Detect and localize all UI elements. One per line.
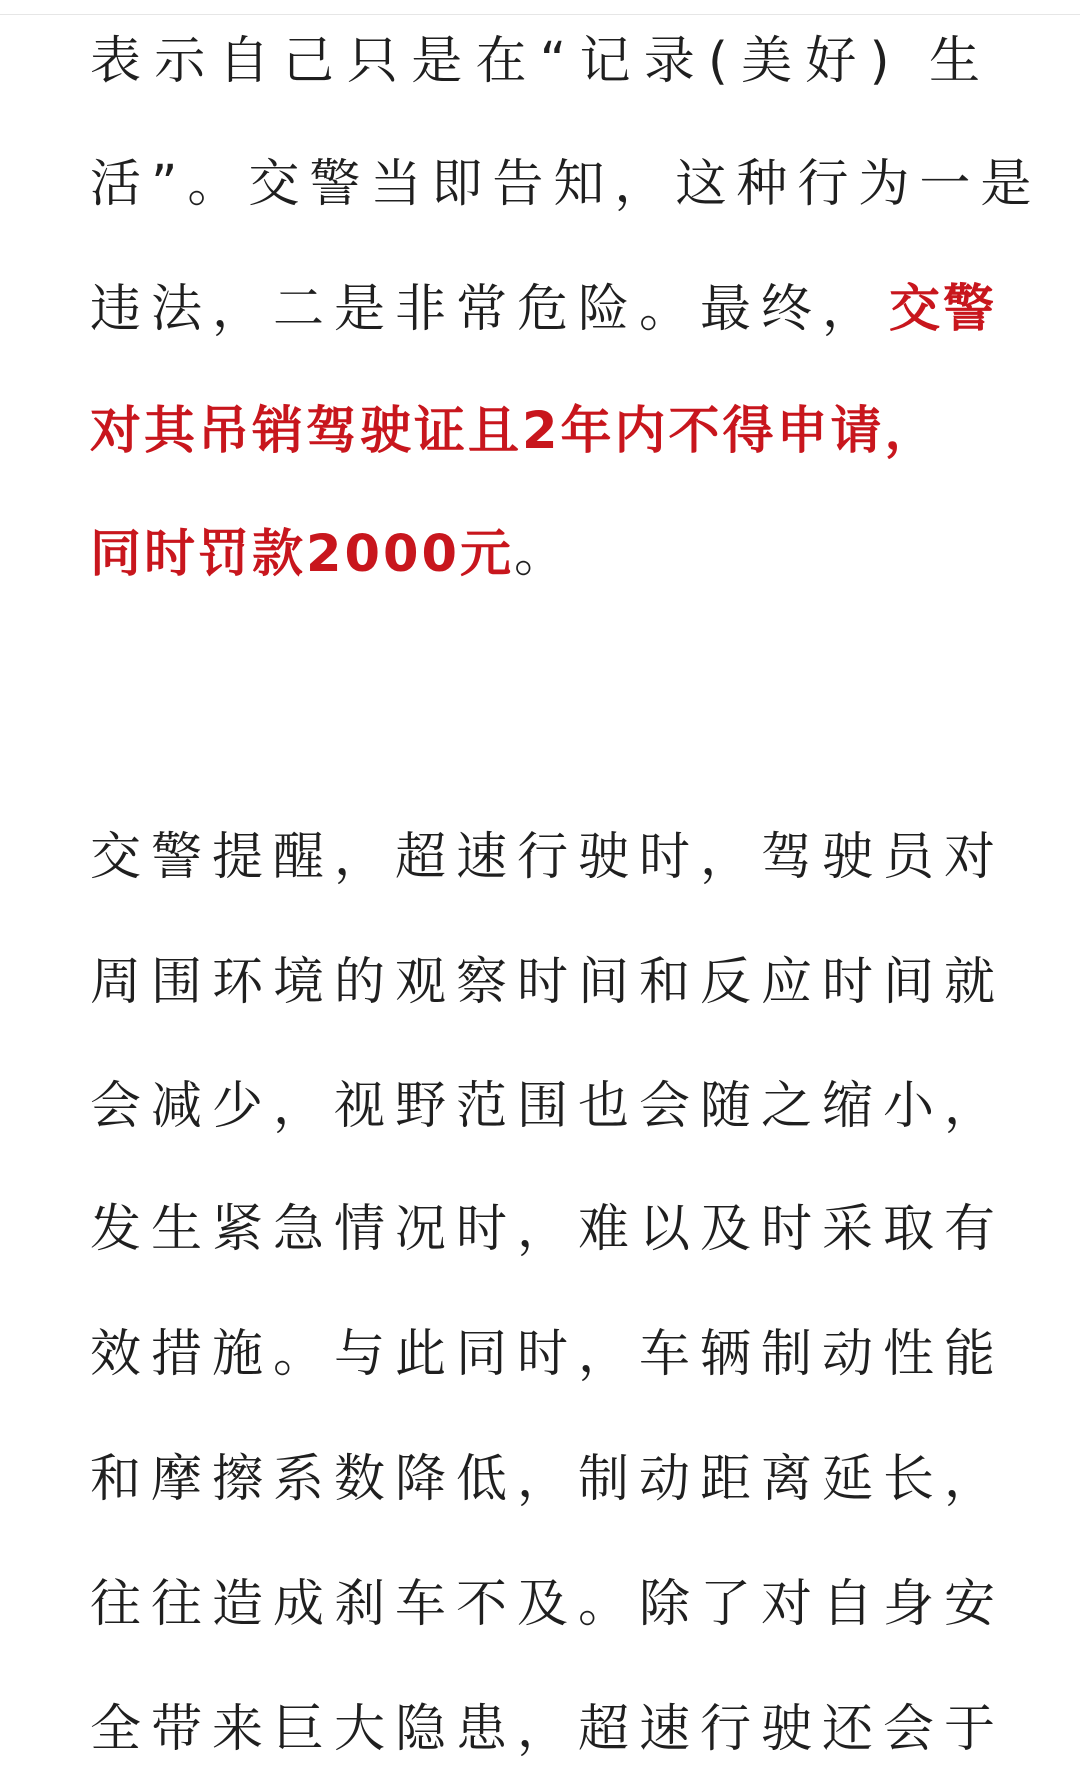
paragraph-text: 违法，二是非常危险。最终， <box>90 280 884 339</box>
highlighted-text: 对其吊销驾驶证且2年内不得申请， <box>90 402 939 461</box>
paragraph-line: 往往造成刹车不及。除了对自身安 <box>90 1575 1006 1634</box>
paragraph-line: 活”。交警当即告知，这种行为一是 <box>90 155 1042 214</box>
paragraph-line: 会减少，视野范围也会随之缩小， <box>90 1077 1006 1136</box>
paragraph-line: 表示自己只是在“记录(美好) 生 <box>90 32 990 91</box>
top-divider <box>0 0 1080 15</box>
paragraph-line: 交警提醒，超速行驶时，驾驶员对 <box>90 828 1006 887</box>
paragraph-line <box>90 392 990 472</box>
highlighted-text: 同时罚款2000元 <box>90 525 514 584</box>
paragraph-line: 效措施。与此同时，车辆制动性能 <box>90 1325 1006 1384</box>
paragraph-line: 全带来巨大隐患，超速行驶还会于 <box>90 1700 1006 1759</box>
paragraph-line <box>90 515 990 595</box>
paragraph-line: 发生紧急情况时，难以及时采取有 <box>90 1200 1006 1259</box>
highlighted-text: 交警 <box>889 280 998 339</box>
paragraph-line: 和摩擦系数降低，制动距离延长， <box>90 1450 1006 1509</box>
paragraph-line <box>90 270 998 350</box>
paragraph-text: 。 <box>513 525 575 584</box>
paragraph-line: 周围环境的观察时间和反应时间就 <box>90 953 1006 1012</box>
